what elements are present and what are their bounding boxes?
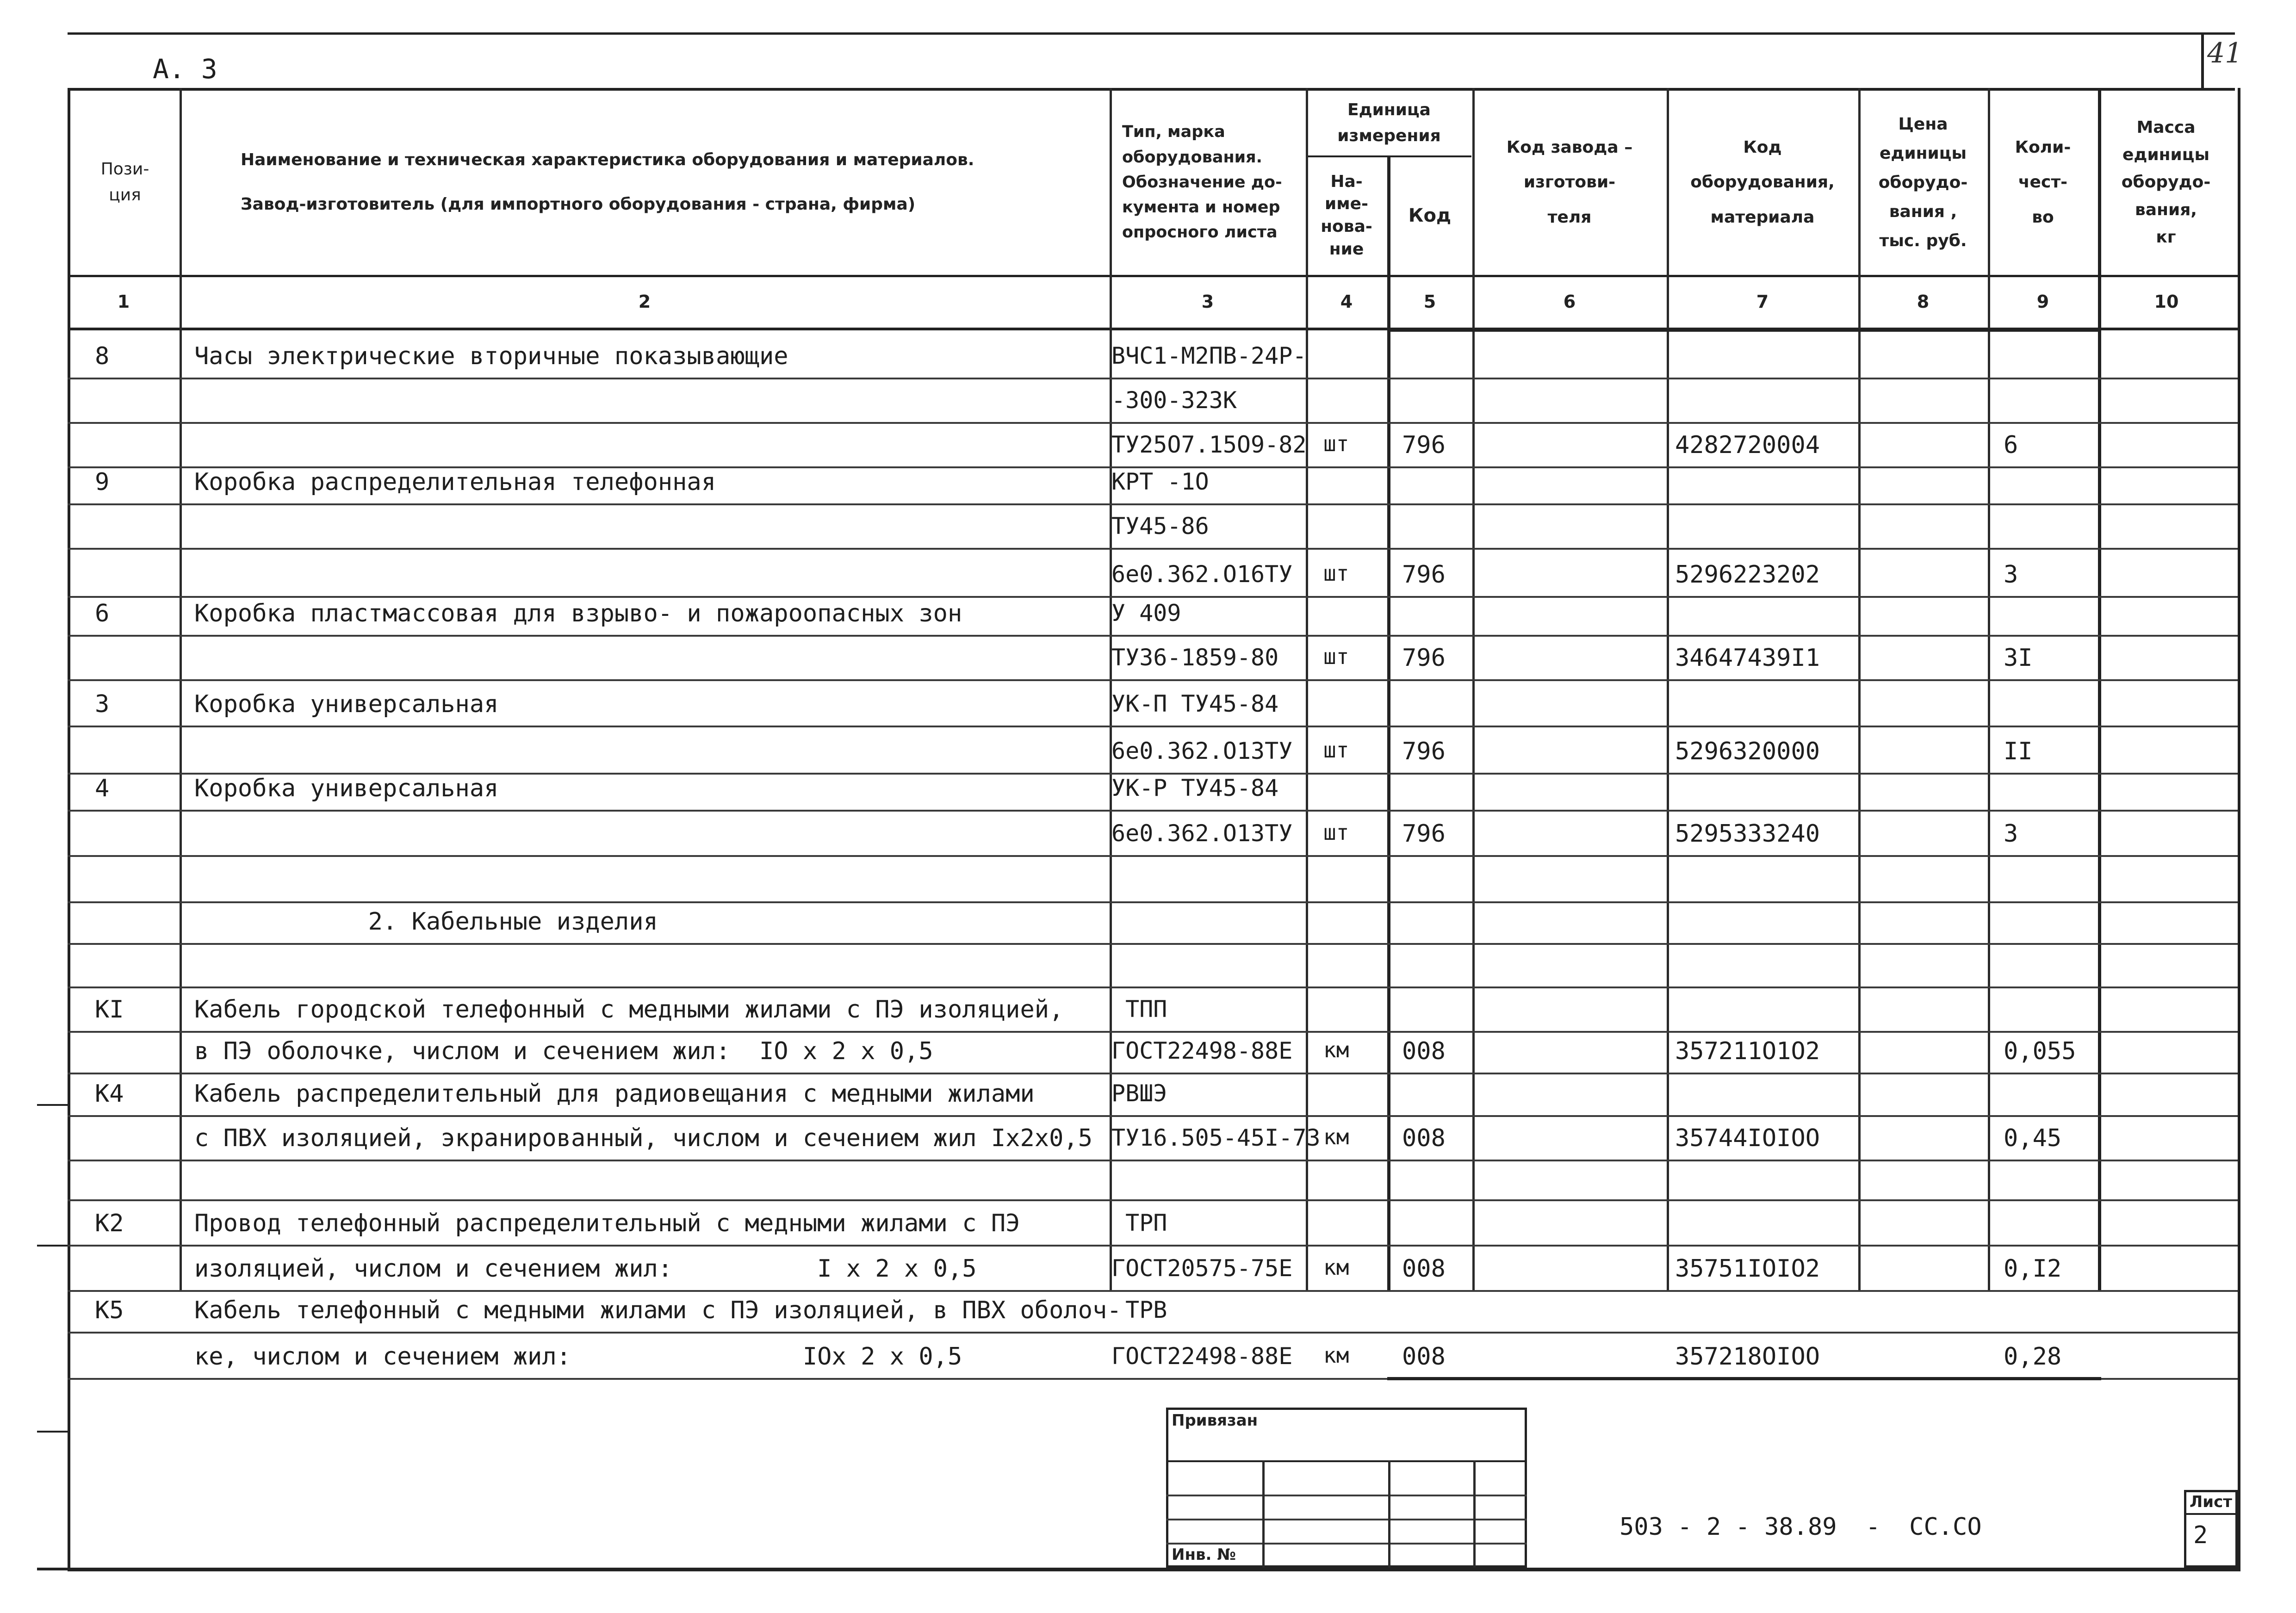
row-position: К5	[95, 1297, 124, 1324]
row-name: Коробка пластмассовая для взрыво- и пожароопасных зон	[194, 600, 962, 627]
page-mark: 41	[2207, 37, 2243, 69]
column-line	[2098, 88, 2101, 1291]
stamp-col	[1262, 1460, 1265, 1568]
row-type: ТУ45-86	[1111, 513, 1209, 540]
header-unit-name: На- име- нова- ние	[1321, 172, 1372, 259]
row-unit-code: 796	[1402, 738, 1446, 765]
stamp-col	[1473, 1460, 1476, 1568]
row-type: ТУ16.505-45I-73	[1111, 1124, 1321, 1151]
column-number: 4	[1340, 292, 1353, 312]
row-divider	[68, 943, 2238, 945]
row-quantity: 3	[2004, 561, 2018, 589]
column-number: 7	[1756, 292, 1769, 312]
column-number: 2	[638, 292, 651, 312]
row-unit: шт	[1323, 644, 1349, 669]
stamp-line	[1166, 1460, 1527, 1462]
row-unit: шт	[1323, 431, 1349, 456]
column-number: 1	[117, 292, 130, 312]
margin-tick	[37, 1104, 68, 1106]
body-bottom-line	[1387, 1377, 2101, 1380]
row-divider	[68, 855, 2238, 857]
row-unit: км	[1323, 1124, 1349, 1149]
row-equipment-code: 34647439I1	[1675, 644, 1820, 672]
column-line	[1306, 88, 1308, 1291]
row-unit-code: 008	[1402, 1037, 1446, 1065]
header-position: Пози- ция	[100, 160, 149, 205]
row-position: 3	[95, 690, 110, 718]
row-quantity: 3	[2004, 820, 2018, 848]
row-quantity: 0,I2	[2004, 1255, 2062, 1283]
row-unit: шт	[1323, 820, 1349, 845]
row-type: УК-Р ТУ45-84	[1111, 775, 1279, 801]
row-quantity: 6	[2004, 431, 2018, 459]
stamp-line	[1166, 1495, 1527, 1496]
column-line	[1988, 88, 1990, 1291]
row-divider	[68, 901, 2238, 903]
row-quantity: 0,45	[2004, 1124, 2062, 1152]
row-type: ТУ25О7.15О9-82	[1111, 431, 1307, 458]
row-position: 8	[95, 342, 110, 370]
stamp-col	[1388, 1460, 1390, 1568]
row-unit-code: 796	[1402, 431, 1446, 459]
header-bottom-line	[68, 275, 2238, 277]
row-divider	[68, 1031, 2238, 1033]
sheet-number: 2	[2193, 1521, 2208, 1549]
row-type: ГОСТ20575-75Е	[1111, 1255, 1293, 1282]
row-type: 6е0.362.О16ТУ	[1111, 561, 1293, 588]
row-equipment-code: 5296320000	[1675, 738, 1820, 765]
row-divider	[68, 679, 2238, 681]
row-type: У 409	[1111, 600, 1181, 627]
corner-label: А. 3	[153, 53, 217, 85]
stamp-line	[1166, 1519, 1527, 1520]
header-factory-code: Код завода – изготови- теля	[1506, 137, 1633, 227]
row-unit: шт	[1323, 561, 1349, 586]
header-unit-code: Код	[1408, 205, 1452, 226]
row-divider	[68, 726, 2238, 727]
row-position: К4	[95, 1080, 124, 1108]
row-name: Кабель распределительный для радиовещания с медными жилами	[194, 1080, 1035, 1108]
body-top-line	[1387, 329, 2101, 332]
row-divider	[68, 378, 2238, 379]
column-line	[1858, 88, 1861, 1291]
row-name: 2. Кабельные изделия	[194, 908, 658, 936]
stamp-inv-label: Инв. №	[1172, 1545, 1236, 1564]
bottom-border	[37, 1568, 2238, 1570]
row-type: 6е0.362.О13ТУ	[1111, 820, 1293, 847]
row-unit-code: 796	[1402, 644, 1446, 672]
column-line	[1387, 155, 1390, 1291]
column-line	[180, 88, 182, 1291]
row-quantity: 3I	[2004, 644, 2033, 672]
row-position: 4	[95, 775, 110, 802]
row-name: Кабель телефонный с медными жилами с ПЭ изоляцией, в ПВХ оболоч-	[194, 1297, 1122, 1324]
row-divider	[68, 422, 2238, 424]
row-unit: км	[1323, 1343, 1349, 1368]
row-divider	[68, 1290, 2238, 1292]
column-number: 9	[2036, 292, 2049, 312]
column-line	[1110, 88, 1112, 1291]
sheet-box-divider	[2184, 1513, 2238, 1515]
row-divider	[68, 1245, 2238, 1247]
sheet-label: Лист	[2190, 1493, 2232, 1511]
row-divider	[68, 596, 2238, 598]
row-unit: км	[1323, 1037, 1349, 1062]
header-name-line2: Завод-изготовитель (для импортного оборудования - страна, фирма)	[241, 195, 916, 214]
row-divider	[68, 1073, 2238, 1074]
row-unit-code: 796	[1402, 820, 1446, 848]
header-name	[180, 91, 1111, 274]
page-mark-divider	[2201, 32, 2204, 88]
row-type: ТРП	[1111, 1210, 1167, 1236]
header-equipment-code: Код оборудования, материала	[1690, 137, 1835, 227]
column-number: 6	[1563, 292, 1576, 312]
row-divider	[68, 1160, 2238, 1161]
row-equipment-code: 5295333240	[1675, 820, 1820, 848]
row-quantity: 0,055	[2004, 1037, 2076, 1065]
row-divider	[68, 1332, 2238, 1334]
row-divider	[68, 810, 2238, 812]
column-number: 5	[1423, 292, 1436, 312]
document-code: 503 - 2 - 38.89 - СС.СО	[1620, 1513, 1982, 1541]
row-name: ке, числом и сечением жил: IОх 2 х 0,5	[194, 1343, 962, 1371]
row-equipment-code: 357211О1О2	[1675, 1037, 1820, 1065]
row-position: К2	[95, 1210, 124, 1237]
row-divider	[68, 503, 2238, 505]
row-equipment-code: 35751IОIО2	[1675, 1255, 1820, 1283]
row-equipment-code: 357218ОIОО	[1675, 1343, 1820, 1371]
row-unit-code: 796	[1402, 561, 1446, 589]
row-quantity: 0,28	[2004, 1343, 2062, 1371]
row-divider	[68, 1199, 2238, 1201]
row-type: КРТ -1О	[1111, 468, 1209, 495]
row-divider	[68, 548, 2238, 550]
row-equipment-code: 5296223202	[1675, 561, 1820, 589]
row-position: 6	[95, 600, 110, 627]
row-quantity: II	[2004, 738, 2033, 765]
header-mass: Масса единицы оборудо- вания, кг	[2121, 118, 2211, 247]
header-type: Тип, марка оборудования. Обозначение до- кумента и номер опросного листа	[1122, 123, 1282, 242]
row-equipment-code: 4282720004	[1675, 431, 1820, 459]
header-unit-group: Единица измерения	[1337, 100, 1441, 145]
row-equipment-code: 35744IОIОО	[1675, 1124, 1820, 1152]
header-name-line1: Наименование и техническая характеристика оборудования и материалов.	[241, 150, 974, 170]
row-position: 9	[95, 468, 110, 496]
row-type: 6е0.362.О13ТУ	[1111, 738, 1293, 764]
margin-tick	[37, 1431, 68, 1433]
margin-tick	[37, 1245, 68, 1247]
row-type: УК-П ТУ45-84	[1111, 690, 1279, 717]
row-divider	[68, 986, 2238, 988]
row-name: Кабель городской телефонный с медными жилами с ПЭ изоляцией,	[194, 996, 1064, 1024]
row-type: ТРВ	[1111, 1297, 1167, 1323]
row-type: ТУ36-1859-80	[1111, 644, 1279, 671]
column-number: 3	[1201, 292, 1214, 312]
row-divider	[68, 635, 2238, 637]
row-name: в ПЭ оболочке, числом и сечением жил: IО x 2 x 0,5	[194, 1037, 933, 1065]
row-type: -300-323К	[1111, 387, 1237, 414]
row-name: Коробка универсальная	[194, 690, 499, 718]
column-line	[1667, 88, 1669, 1291]
row-type: РВШЭ	[1111, 1080, 1167, 1107]
row-unit: км	[1323, 1255, 1349, 1280]
top-border	[68, 32, 2235, 35]
row-divider	[68, 1115, 2238, 1117]
stamp-bound-label: Привязан	[1172, 1411, 1258, 1430]
header-quantity: Коли- чест- во	[2015, 137, 2071, 227]
row-type: ТПП	[1111, 996, 1167, 1023]
row-name: Провод телефонный распределительный с медными жилами с ПЭ	[194, 1210, 1020, 1237]
row-unit-code: 008	[1402, 1255, 1446, 1283]
row-type: ГОСТ22498-88Е	[1111, 1037, 1293, 1064]
row-name: изоляцией, числом и сечением жил: I x 2 x 0,5	[194, 1255, 977, 1283]
row-unit-code: 008	[1402, 1124, 1446, 1152]
row-type: ГОСТ22498-88Е	[1111, 1343, 1293, 1370]
column-number: 8	[1917, 292, 1930, 312]
stamp-line	[1166, 1543, 1527, 1545]
header-price: Цена единицы оборудо- вания , тыс. руб.	[1878, 114, 1968, 250]
row-name: с ПВХ изоляцией, экранированный, числом и сечением жил Iх2х0,5	[194, 1124, 1093, 1152]
row-unit-code: 008	[1402, 1343, 1446, 1371]
row-name: Часы электрические вторичные показывающие	[194, 342, 788, 370]
column-line	[1472, 88, 1475, 1291]
column-number: 10	[2154, 292, 2179, 312]
row-type: ВЧС1-М2ПВ-24Р-	[1111, 342, 1307, 369]
row-name: Коробка распределительная телефонная	[194, 468, 716, 496]
row-unit: шт	[1323, 738, 1349, 763]
row-name: Коробка универсальная	[194, 775, 499, 802]
row-position: КI	[95, 996, 124, 1024]
